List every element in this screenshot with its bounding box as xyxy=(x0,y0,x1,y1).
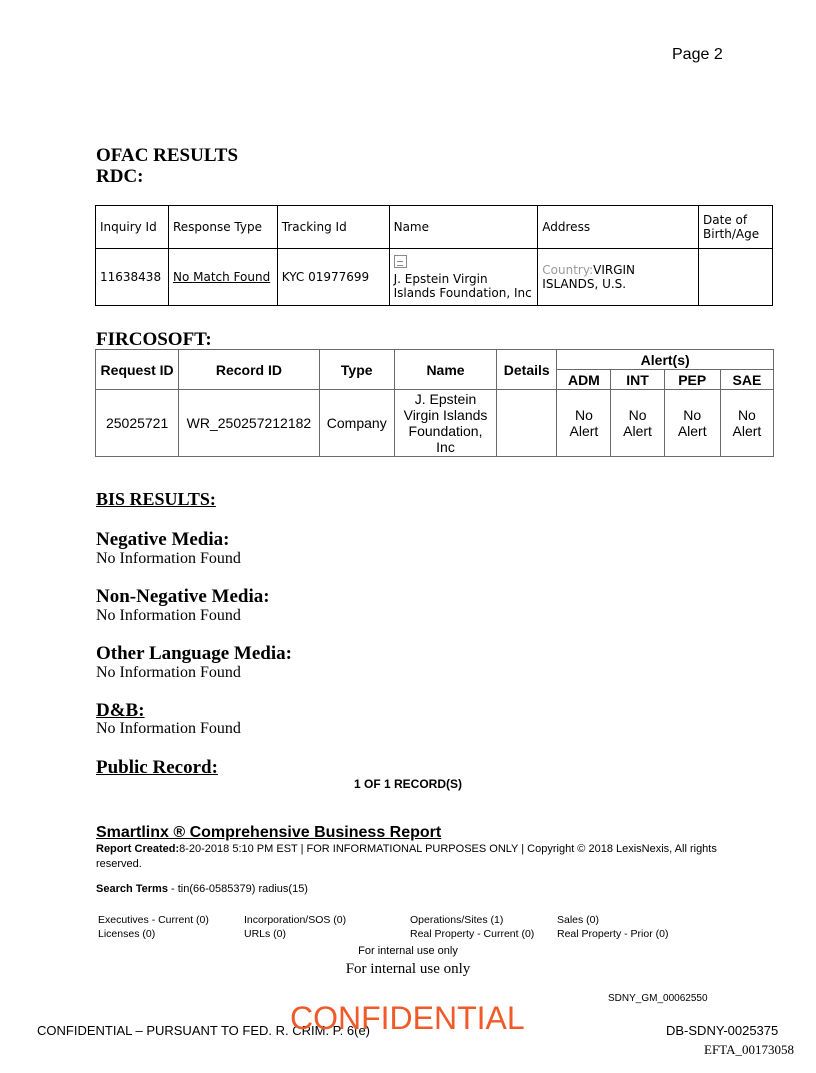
header-name: Name xyxy=(389,206,538,249)
rdc-results-table xyxy=(95,205,773,306)
report-created-label: Report Created: xyxy=(96,843,180,855)
document-id: SDNY_GM_00062550 xyxy=(608,993,708,1004)
non-negative-media-text: No Information Found xyxy=(96,607,241,624)
rdc-heading: RDC: xyxy=(96,166,144,187)
bates-number: DB-SDNY-0025375 xyxy=(666,1023,779,1038)
section-licenses[interactable]: Licenses (0) xyxy=(98,928,156,940)
report-created xyxy=(96,842,726,872)
public-record-heading: Public Record: xyxy=(96,757,218,778)
dnb-heading: D&B: xyxy=(96,700,145,721)
table-header-row xyxy=(96,206,773,249)
fircosoft-results-table xyxy=(95,349,774,457)
header-int: INT xyxy=(611,370,664,390)
section-sales[interactable]: Sales (0) xyxy=(557,914,600,926)
cell-name xyxy=(389,249,538,306)
header-sae: SAE xyxy=(720,370,773,390)
table-row xyxy=(96,249,773,306)
section-incorporation-sos[interactable]: Incorporation/SOS (0) xyxy=(244,914,347,926)
cell-adm: No Alert xyxy=(557,390,611,457)
cell-sae: No Alert xyxy=(720,390,773,457)
header-alerts: Alert(s) xyxy=(557,350,774,370)
non-negative-media-heading: Non-Negative Media: xyxy=(96,586,270,607)
records-count: 1 OF 1 RECORD(S) xyxy=(353,777,462,791)
header-adm: ADM xyxy=(557,370,611,390)
ofac-heading: OFAC RESULTS xyxy=(96,145,239,166)
confidential-footer-left: CONFIDENTIAL – PURSUANT TO FED. R. CRIM. P. 6(e) xyxy=(37,1023,371,1038)
cell-type: Company xyxy=(319,390,394,457)
other-language-media-text: No Information Found xyxy=(96,664,241,681)
smartlinx-report-title: Smartlinx ® Comprehensive Business Report xyxy=(96,824,442,841)
header-record-id: Record ID xyxy=(179,350,319,390)
address-label: Country: xyxy=(542,263,594,277)
confidential-watermark: CONFIDENTIAL xyxy=(290,1000,525,1036)
cell-int: No Alert xyxy=(611,390,664,457)
header-tracking-id: Tracking Id xyxy=(277,206,389,249)
cell-inquiry-id: 11638438 xyxy=(96,249,169,306)
header-details: Details xyxy=(497,350,557,390)
search-terms-text: - tin(66-0585379) radius(15) xyxy=(167,883,308,895)
fircosoft-heading: FIRCOSOFT: xyxy=(96,329,212,350)
cell-name: J. Epstein Virgin Islands Foundation, Inc xyxy=(394,390,496,457)
other-language-media-heading: Other Language Media: xyxy=(96,643,292,664)
building-icon xyxy=(394,255,407,268)
section-operations-sites[interactable]: Operations/Sites (1) xyxy=(410,914,504,926)
cell-tracking-id: KYC 01977699 xyxy=(277,249,389,306)
section-real-property-current[interactable]: Real Property - Current (0) xyxy=(410,928,535,940)
table-header-row xyxy=(96,350,774,370)
section-executives-current[interactable]: Executives - Current (0) xyxy=(98,914,209,926)
response-type-link[interactable] xyxy=(168,249,277,306)
efta-number: EFTA_00173058 xyxy=(704,1042,794,1057)
header-name: Name xyxy=(394,350,496,390)
header-dob: Date of Birth/Age xyxy=(699,206,773,249)
page-number: Page 2 xyxy=(672,46,723,63)
header-request-id: Request ID xyxy=(96,350,179,390)
negative-media-heading: Negative Media: xyxy=(96,529,230,550)
cell-details xyxy=(497,390,557,457)
search-terms-label: Search Terms xyxy=(96,883,168,895)
cell-request-id: 25025721 xyxy=(96,390,179,457)
table-row xyxy=(96,390,774,457)
address-value: VIRGIN ISLANDS, U.S. xyxy=(542,263,636,291)
cell-pep: No Alert xyxy=(664,390,720,457)
search-terms xyxy=(96,883,308,895)
response-type-text[interactable]: No Match Found xyxy=(172,270,271,284)
bis-heading: BIS RESULTS: xyxy=(96,489,216,509)
header-type: Type xyxy=(319,350,394,390)
cell-address xyxy=(538,249,699,306)
internal-use-note-large: For internal use only xyxy=(345,961,471,977)
section-real-property-prior[interactable]: Real Property - Prior (0) xyxy=(557,928,669,940)
header-address: Address xyxy=(538,206,699,249)
name-text: J. Epstein Virgin Islands Foundation, Inc xyxy=(393,271,532,300)
internal-use-note-small: For internal use only xyxy=(358,945,458,957)
dnb-text: No Information Found xyxy=(96,720,241,737)
report-created-text: 8-20-2018 5:10 PM EST | FOR INFORMATIONAL PURPOSES ONLY | Copyright © 2018 LexisNexis, All rights reserved. xyxy=(96,843,717,870)
cell-dob xyxy=(699,249,773,306)
negative-media-text: No Information Found xyxy=(96,550,241,567)
header-pep: PEP xyxy=(664,370,720,390)
cell-record-id: WR_250257212182 xyxy=(179,390,319,457)
header-inquiry-id: Inquiry Id xyxy=(96,206,169,249)
header-response-type: Response Type xyxy=(168,206,277,249)
section-urls[interactable]: URLs (0) xyxy=(244,928,287,940)
